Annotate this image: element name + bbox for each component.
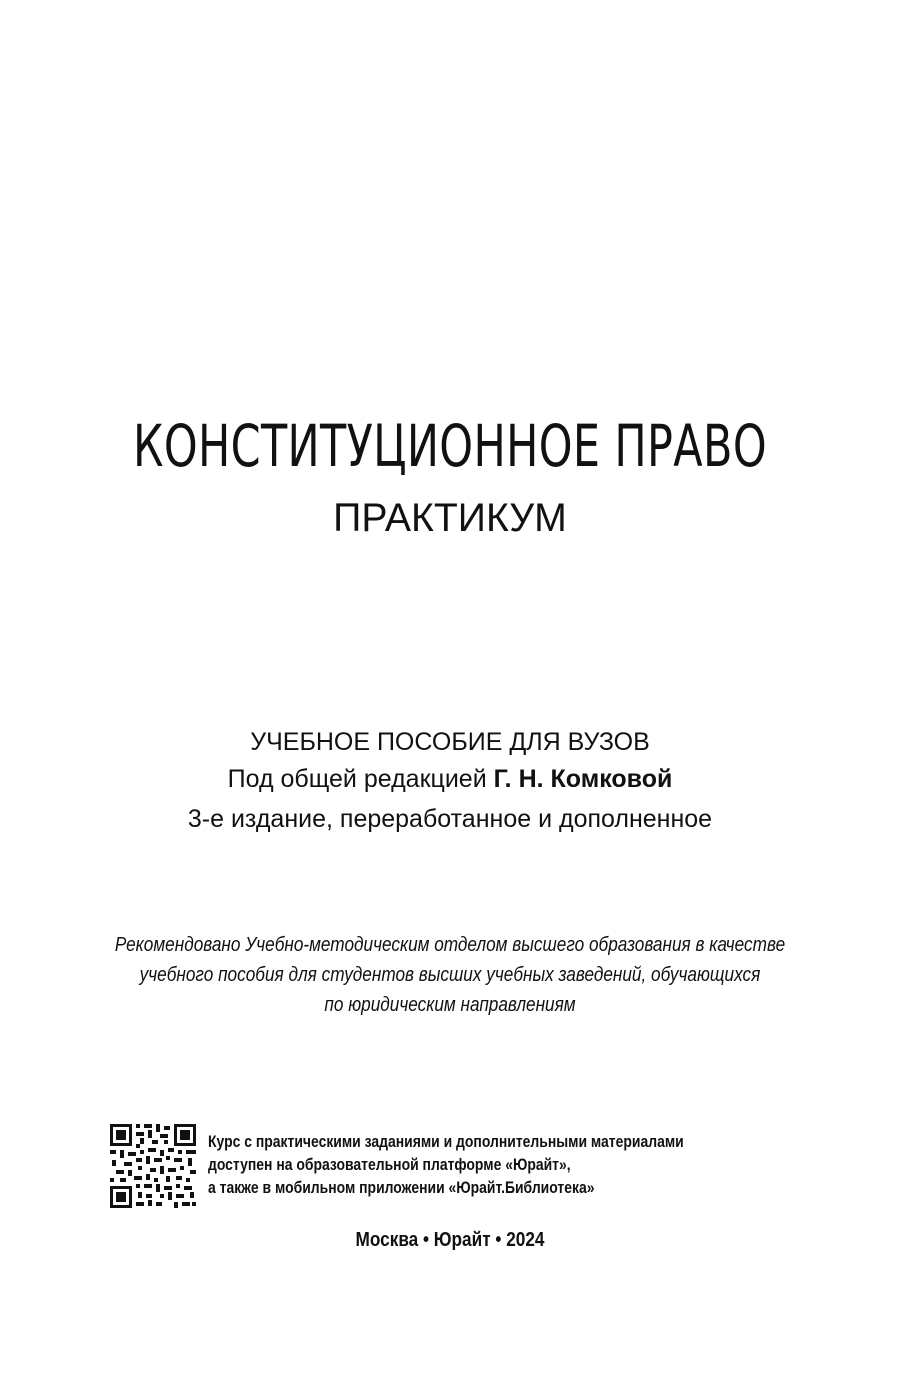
course-info-line: Курс с практическими заданиями и дополнительными материалами [208,1132,684,1151]
recommendation-line: по юридическим направлениям [324,994,576,1016]
book-title: КОНСТИТУЦИОННОЕ ПРАВО [132,412,768,480]
course-info-line: а также в мобильном приложении «Юрайт.Библиотека» [208,1178,595,1197]
book-subtitle: ПРАКТИКУМ [333,496,567,540]
editor-line [0,763,900,795]
editor-prefix: Под общей редакцией [227,765,494,793]
recommendation-block [0,930,900,1020]
recommendation-line: учебного пособия для студентов высших учебных заведений, обучающихся [139,964,761,986]
course-info-block [208,1130,808,1199]
qr-code-icon[interactable] [110,1124,196,1208]
editor-name: Г. Н. Комковой [493,765,673,793]
recommendation-line: Рекомендовано Учебно-методическим отделом высшего образования в качестве [114,934,786,956]
publisher-imprint: Москва • Юрайт • 2024 [355,1229,545,1251]
course-info-line: доступен на образовательной платформе «Юрайт», [208,1155,571,1174]
book-type: УЧЕБНОЕ ПОСОБИЕ ДЛЯ ВУЗОВ [250,728,650,756]
edition-line: 3-е издание, переработанное и дополненное [187,805,713,833]
